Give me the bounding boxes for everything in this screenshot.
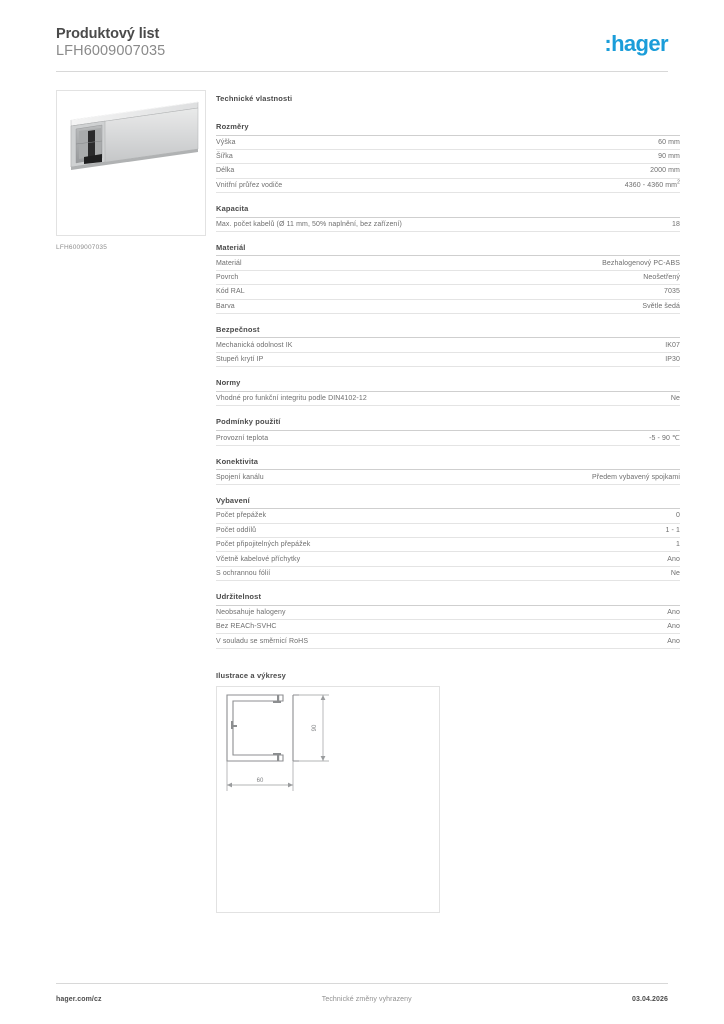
spec-group	[216, 592, 680, 649]
spec-row	[216, 538, 680, 552]
footer-disclaimer: Technické změny vyhrazeny	[321, 996, 412, 1003]
footer-divider	[56, 983, 668, 984]
spec-group-heading: Vybavení	[216, 496, 680, 510]
spec-label: Bez REACh-SVHC	[216, 623, 277, 631]
spec-value: IK07	[665, 341, 680, 349]
spec-group	[216, 457, 680, 485]
spec-label: Počet oddílů	[216, 526, 257, 534]
spec-label: Mechanická odolnost IK	[216, 341, 293, 349]
spec-value: Neošetřený	[643, 273, 680, 281]
spec-row	[216, 620, 680, 634]
footer-website[interactable]: hager.com/cz	[56, 996, 102, 1003]
spec-label: Stupeň krytí IP	[216, 355, 264, 363]
spec-label: Max. počet kabelů (Ø 11 mm, 50% naplnění, bez zařízení)	[216, 220, 402, 228]
product-reference: LFH6009007035	[56, 43, 166, 59]
spec-value: Ne	[670, 569, 680, 577]
spec-label: V souladu se směrnicí RoHS	[216, 637, 309, 645]
spec-row	[216, 164, 680, 178]
spec-group	[216, 496, 680, 581]
spec-row	[216, 634, 680, 648]
spec-row	[216, 606, 680, 620]
spec-groups	[216, 122, 680, 649]
spec-value: Ano	[667, 555, 680, 563]
spec-group-heading: Kapacita	[216, 204, 680, 218]
spec-label: Materiál	[216, 259, 242, 267]
spec-row	[216, 271, 680, 285]
drawing-height-label: 90	[312, 724, 318, 732]
spec-label: Provozní teplota	[216, 434, 269, 442]
product-image	[56, 90, 206, 236]
spec-row	[216, 136, 680, 150]
spec-value	[624, 179, 680, 189]
spec-value: 1	[676, 541, 680, 549]
spec-value: Ne	[670, 394, 680, 402]
spec-row	[216, 392, 680, 406]
spec-value: Světle šedá	[642, 302, 680, 310]
drawing-width-label: 60	[256, 778, 264, 784]
spec-label: Neobsahuje halogeny	[216, 608, 286, 616]
spec-value: Ano	[667, 623, 680, 631]
spec-label: Barva	[216, 302, 235, 310]
spec-label: Vnitřní průřez vodiče	[216, 181, 283, 189]
technical-specifications	[216, 94, 680, 660]
spec-value: -5 - 90 ℃	[649, 434, 680, 442]
footer-date: 03.04.2026	[631, 996, 668, 1003]
spec-group-heading: Bezpečnost	[216, 325, 680, 339]
spec-row	[216, 552, 680, 566]
spec-value: IP30	[665, 355, 680, 363]
spec-row	[216, 285, 680, 299]
spec-row	[216, 300, 680, 314]
spec-label: Počet připojitelných přepážek	[216, 541, 311, 549]
spec-value: Bezhalogenový PC-ABS	[602, 259, 680, 267]
drawings-title: Ilustrace a výkresy	[216, 671, 286, 680]
spec-group	[216, 243, 680, 314]
spec-row	[216, 431, 680, 446]
cross-section-drawing-icon	[217, 687, 439, 912]
spec-group-heading: Podmínky použití	[216, 417, 680, 431]
spec-row	[216, 218, 680, 232]
spec-row	[216, 470, 680, 484]
spec-label: Povrch	[216, 273, 239, 281]
spec-label: S ochrannou fólií	[216, 569, 271, 577]
spec-label: Spojení kanálu	[216, 473, 264, 481]
spec-value-text: 4360 - 4360 mm	[624, 181, 678, 189]
header-divider	[56, 71, 668, 72]
spec-group	[216, 417, 680, 446]
spec-row	[216, 509, 680, 523]
spec-label: Počet přepážek	[216, 512, 267, 520]
spec-group-heading: Konektivita	[216, 457, 680, 471]
spec-value: Předem vybavený spojkami	[592, 473, 680, 481]
spec-value: 18	[672, 220, 680, 228]
spec-value: Ano	[667, 608, 680, 616]
spec-row	[216, 256, 680, 270]
spec-row	[216, 353, 680, 367]
spec-label: Včetně kabelové příchytky	[216, 555, 301, 563]
page-header	[56, 26, 668, 60]
spec-label: Šířka	[216, 153, 233, 161]
spec-value-superscript: 2	[677, 179, 680, 186]
spec-row	[216, 567, 680, 581]
spec-group-heading: Materiál	[216, 243, 680, 257]
spec-label: Kód RAL	[216, 288, 245, 296]
spec-group	[216, 378, 680, 406]
spec-group-heading: Udržitelnost	[216, 592, 680, 606]
product-photo-icon	[57, 91, 206, 236]
spec-row	[216, 338, 680, 352]
spec-group	[216, 325, 680, 367]
hager-logo: :hager	[604, 31, 668, 56]
spec-group	[216, 204, 680, 232]
spec-value: 90 mm	[658, 153, 680, 161]
spec-value: 7035	[664, 288, 680, 296]
page-footer	[56, 996, 668, 1003]
spec-label: Výška	[216, 138, 236, 146]
spec-label: Délka	[216, 167, 235, 175]
spec-value: 1 - 1	[665, 526, 680, 534]
product-image-caption: LFH6009007035	[56, 244, 108, 251]
spec-value: 2000 mm	[650, 167, 680, 175]
spec-row	[216, 179, 680, 193]
spec-group	[216, 122, 680, 193]
specs-title: Technické vlastnosti	[216, 94, 293, 103]
spec-value: Ano	[667, 637, 680, 645]
spec-group-heading: Rozměry	[216, 122, 680, 136]
spec-row	[216, 150, 680, 164]
spec-value: 0	[676, 512, 680, 520]
page-title: Produktový list	[56, 26, 160, 42]
spec-row	[216, 524, 680, 538]
spec-group-heading: Normy	[216, 378, 680, 392]
spec-label: Vhodné pro funkční integritu podle DIN4102-12	[216, 394, 367, 402]
spec-value: 60 mm	[658, 138, 680, 146]
technical-drawing	[216, 686, 440, 913]
